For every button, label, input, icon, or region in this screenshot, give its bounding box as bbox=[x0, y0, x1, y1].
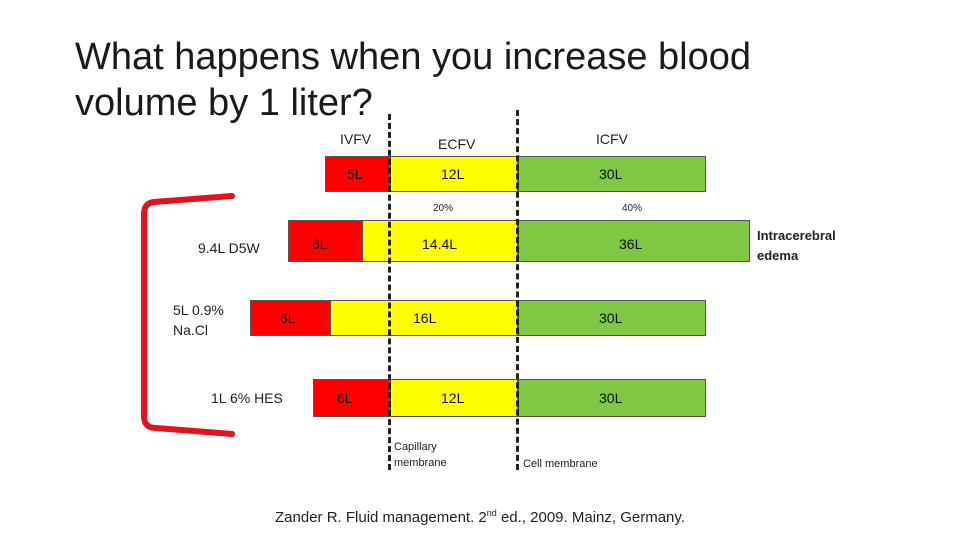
row-baseline-ecfv-value: 12L bbox=[441, 166, 465, 182]
row-nacl-ivfv-value: 6L bbox=[280, 310, 296, 326]
capillary-membrane-line1: Capillary bbox=[394, 441, 437, 453]
row-baseline-ivfv-value: 5L bbox=[347, 166, 363, 182]
cell-membrane-label: Cell membrane bbox=[523, 458, 598, 470]
row-nacl-icfv-value: 30L bbox=[599, 310, 623, 326]
capillary-membrane-line2: membrane bbox=[394, 457, 447, 469]
citation-sup: nd bbox=[486, 508, 497, 518]
row-nacl-label bbox=[173, 300, 224, 340]
citation-after: ed., 2009. Mainz, Germany. bbox=[496, 509, 685, 526]
row-d5w-ecfv-value: 14.4L bbox=[422, 236, 458, 252]
page-title: What happens when you increase blood volume by 1 liter? bbox=[75, 36, 752, 124]
header-icfv: ICFV bbox=[596, 131, 628, 147]
row-hes-label: 1L 6% HES bbox=[211, 390, 283, 406]
row-d5w-label: 9.4L D5W bbox=[198, 240, 260, 256]
header-ivfv: IVFV bbox=[340, 131, 372, 147]
row-nacl-ecfv-value: 16L bbox=[413, 310, 437, 326]
edema-line1: Intracerebral bbox=[757, 228, 836, 243]
capillary-membrane-line bbox=[388, 114, 391, 470]
header-ecfv: ECFV bbox=[438, 136, 476, 152]
row-nacl-label-line1: 5L 0.9% bbox=[173, 302, 224, 318]
citation-before: Zander R. Fluid management. 2 bbox=[275, 509, 487, 526]
edema-line2: edema bbox=[757, 248, 799, 263]
row-hes-icfv-value: 30L bbox=[599, 390, 623, 406]
row-d5w-ivfv-value: 6L bbox=[312, 236, 328, 252]
row-baseline-icfv-value: 30L bbox=[599, 166, 623, 182]
edema-annotation bbox=[757, 226, 836, 266]
percent-icfv: 40% bbox=[622, 203, 643, 214]
cell-membrane-line bbox=[516, 110, 519, 470]
row-hes-ecfv-value: 12L bbox=[441, 390, 465, 406]
row-hes-ivfv-value: 6L bbox=[337, 390, 353, 406]
percent-ecfv: 20% bbox=[433, 203, 454, 214]
capillary-membrane-label bbox=[394, 439, 447, 471]
row-nacl-label-line2: Na.Cl bbox=[173, 322, 209, 338]
citation bbox=[275, 508, 685, 526]
row-d5w-icfv-value: 36L bbox=[619, 236, 643, 252]
